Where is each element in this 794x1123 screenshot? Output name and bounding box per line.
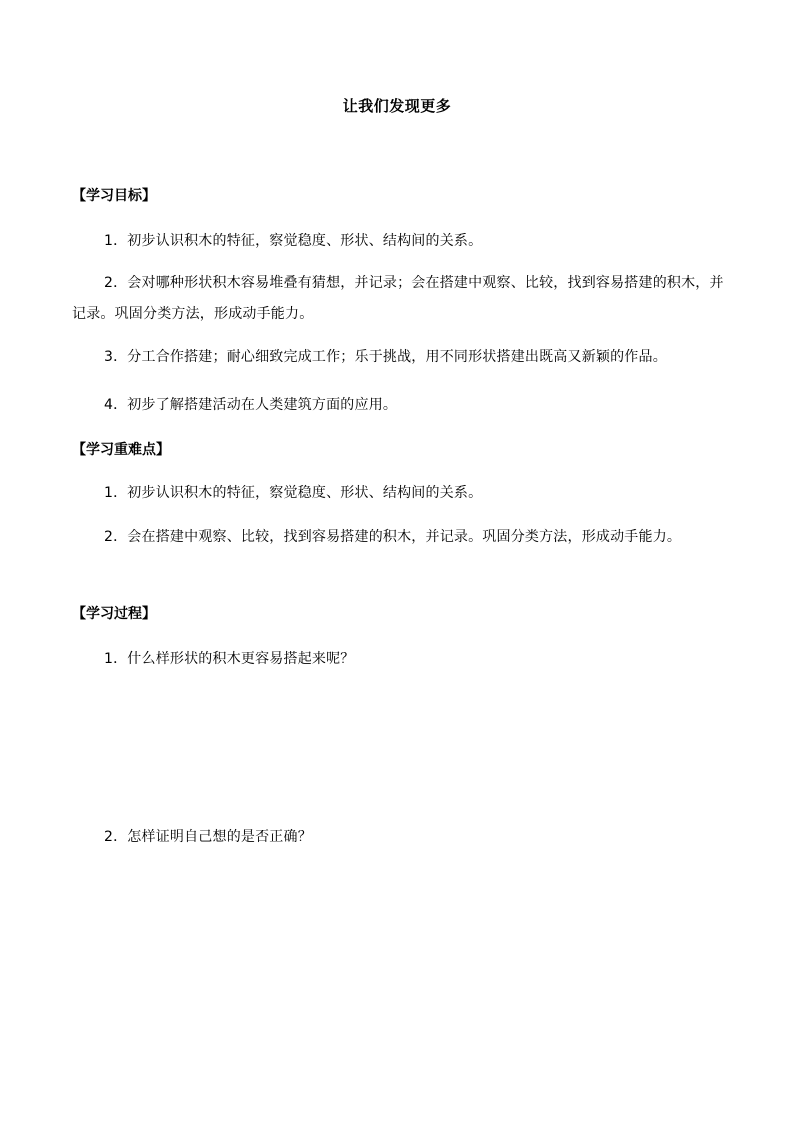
page-title: 让我们发现更多 — [342, 97, 452, 115]
section-heading-learning-process: 【学习过程】 — [72, 606, 156, 622]
process-question-1: 1．什么样形状的积木更容易搭起来呢？ — [104, 651, 355, 667]
goal-item-4: 4．初步了解搭建活动在人类建筑方面的应用。 — [104, 397, 398, 413]
goal-item-2: 2．会对哪种形状积木容易堆叠有猜想，并记录；会在搭建中观察、比较，找到容易搭建的积木，并记录。巩固分类方法，形成动手能力。 — [72, 275, 724, 322]
key-point-item-1: 1．初步认识积木的特征，察觉稳度、形状、结构间的关系。 — [104, 485, 483, 501]
section-heading-learning-goals: 【学习目标】 — [72, 188, 156, 204]
goal-item-1: 1．初步认识积木的特征，察觉稳度、形状、结构间的关系。 — [104, 233, 483, 249]
process-question-2: 2．怎样证明自己想的是否正确？ — [104, 829, 312, 845]
key-point-item-2: 2．会在搭建中观察、比较，找到容易搭建的积木，并记录。巩固分类方法，形成动手能力。 — [104, 529, 682, 545]
goal-item-3: 3．分工合作搭建；耐心细致完成工作；乐于挑战，用不同形状搭建出既高又新颖的作品。 — [104, 349, 667, 365]
section-heading-key-points: 【学习重难点】 — [72, 442, 170, 458]
